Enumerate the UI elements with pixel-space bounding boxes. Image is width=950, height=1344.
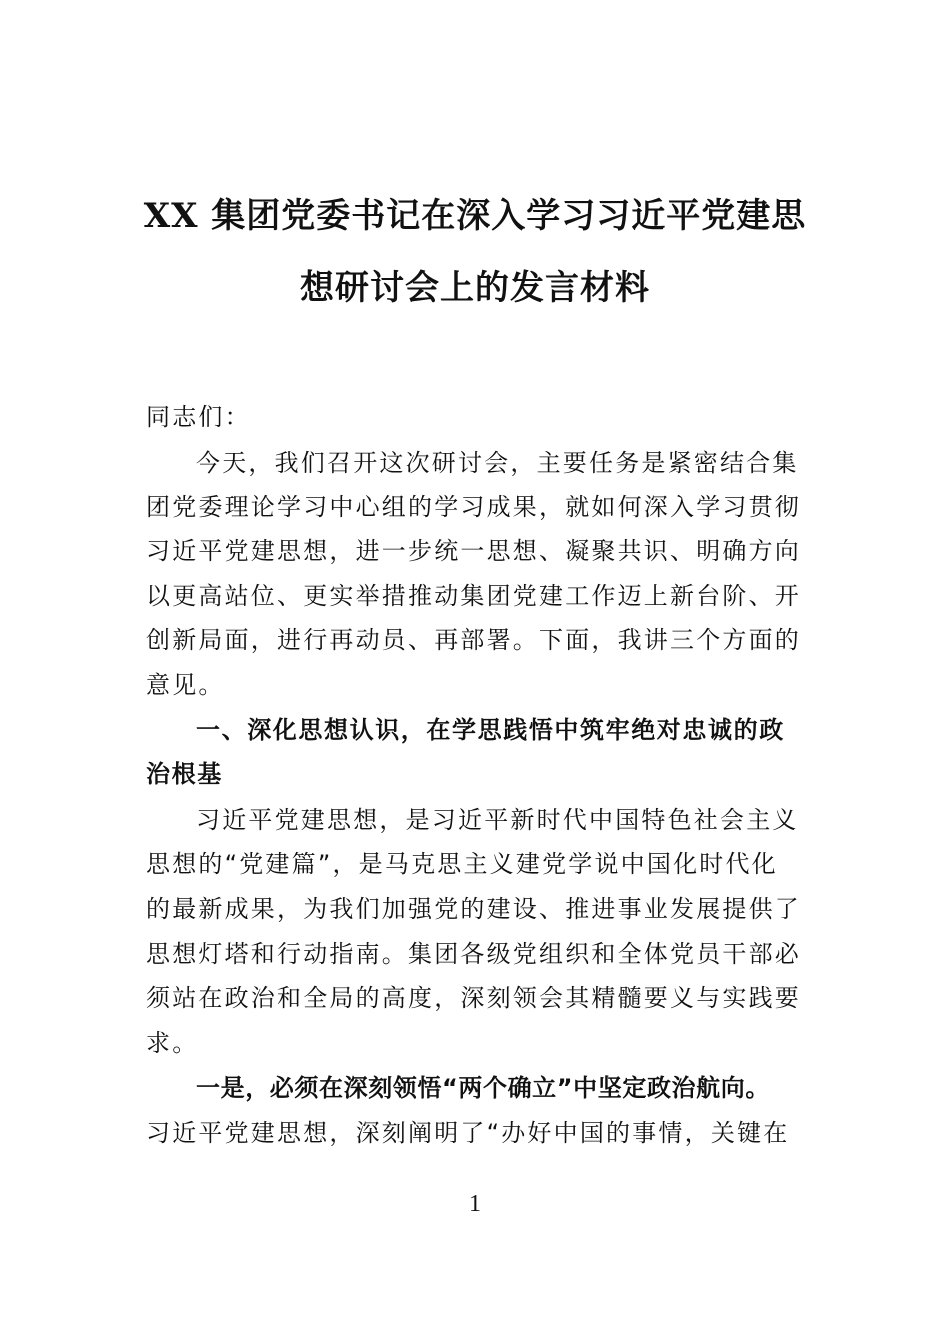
- paragraph-line: 今天，我们召开这次研讨会，主要任务是紧密结合集: [196, 449, 799, 477]
- paragraph-line: 思想灯塔和行动指南。集团各级党组织和全体党员干部必: [146, 940, 801, 968]
- page-number: 1: [469, 1191, 481, 1217]
- document-title-line-2: 想研讨会上的发言材料: [300, 268, 650, 308]
- subpoint-heading-line: 一是，必须在深刻领悟“两个确立”中坚定政治航向。: [196, 1074, 770, 1102]
- section-heading-line: 一、深化思想认识，在学思践悟中筑牢绝对忠诚的政: [196, 716, 785, 744]
- section-heading-line: 治根基: [146, 760, 223, 788]
- paragraph-line: 思想的“党建篇”，是马克思主义建党学说中国化时代化: [146, 850, 778, 878]
- paragraph-line: 求。: [146, 1029, 199, 1057]
- paragraph-line: 以更高站位、更实举措推动集团党建工作迈上新台阶、开: [146, 582, 801, 610]
- salutation: 同志们：: [146, 403, 251, 431]
- paragraph-line: 习近平党建思想，深刻阐明了“办好中国的事情，关键在: [146, 1119, 790, 1147]
- paragraph-line: 意见。: [146, 671, 225, 699]
- paragraph-line: 习近平党建思想，进一步统一思想、凝聚共识、明确方向: [146, 537, 801, 565]
- paragraph-line: 创新局面，进行再动员、再部署。下面，我讲三个方面的: [146, 626, 801, 654]
- paragraph-line: 团党委理论学习中心组的学习成果，就如何深入学习贯彻: [146, 493, 801, 521]
- document-title-line-1: XX 集团党委书记在深入学习习近平党建思: [143, 196, 807, 236]
- paragraph-line: 的最新成果，为我们加强党的建设、推进事业发展提供了: [146, 895, 801, 923]
- paragraph-line: 须站在政治和全局的高度，深刻领会其精髓要义与实践要: [146, 984, 801, 1012]
- paragraph-line: 习近平党建思想，是习近平新时代中国特色社会主义: [196, 806, 799, 834]
